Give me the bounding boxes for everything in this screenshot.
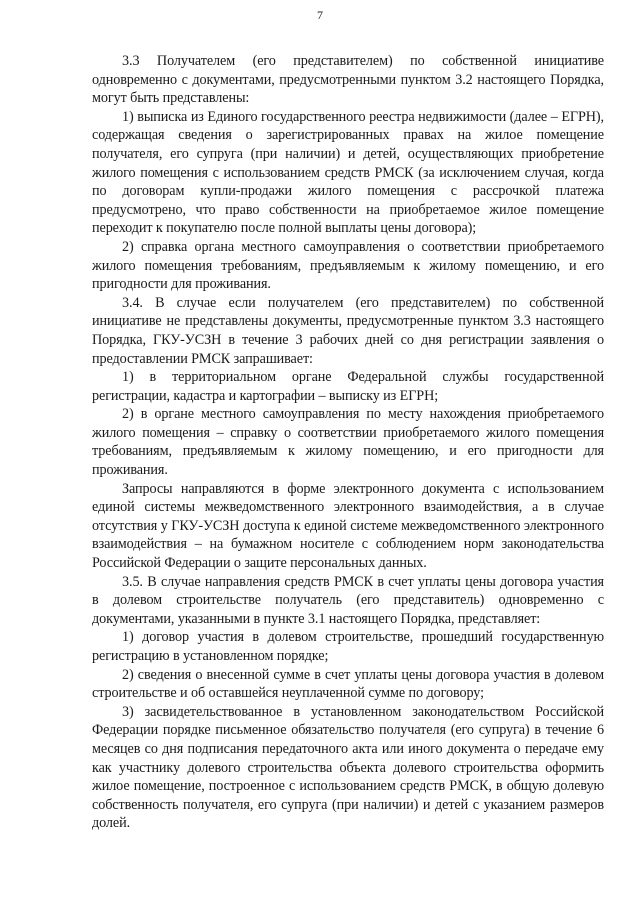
paragraph-requests: Запросы направляются в форме электронного документа с использованием единой системы межведомственного электронного взаимодействия, а в случае отсутствия у ГКУ-УСЗН доступа к единой системе межведомственного электронного взаимодействия – на бумажном носителе с соблюдением норм законодательства Российской Федерации о защите персональных данных. — [92, 480, 604, 572]
paragraph-3-4: 3.4. В случае если получателем (его представителем) по собственной инициативе не представлены документы, предусмотренные пунктом 3.3 настоящего Порядка, ГКУ-УСЗН в течение 3 рабочих дней со дня регистрации заявления о предоставлении РМСК запрашивает: — [92, 294, 604, 367]
paragraph-3-3-item-1: 1) выписка из Единого государственного реестра недвижимости (далее – ЕГРН), содержащая сведения о зарегистрированных правах на жилое помещение получателя, его супруга (при наличии) и детей, осуществляющих приобретение жилого помещения с использованием средств РМСК (за исключением случая, когда по договорам купли-продажи жилого помещения с рассрочкой платежа предусмотрено, что право собственности на приобретаемое жилое помещение переходит к покупателю после полной выплаты цены договора); — [92, 108, 604, 237]
paragraph-3-3-item-2: 2) справка органа местного самоуправления о соответствии приобретаемого жилого помещения требованиям, предъявляемым к жилому помещению, и его пригодности для проживания. — [92, 238, 604, 293]
paragraph-3-4-item-1: 1) в территориальном органе Федеральной службы государственной регистрации, кадастра и картографии – выписку из ЕГРН; — [92, 369, 604, 404]
paragraph-3-5-item-2: 2) сведения о внесенной сумме в счет уплаты цены договора участия в долевом строительстве и об оставшейся неуплаченной сумме по договору; — [92, 666, 604, 702]
paragraph-3-5-item-1: 1) договор участия в долевом строительстве, прошедший государственную регистрацию в установленном порядке; — [92, 629, 604, 664]
paragraph-3-4-item-2: 2) в органе местного самоуправления по месту нахождения приобретаемого жилого помещения – справку о соответствии приобретаемого жилого помещения требованиям, предъявляемым к жилому помещению, и его пригодности для проживания. — [92, 406, 604, 479]
paragraph-3-5: 3.5. В случае направления средств РМСК в счет уплаты цены договора участия в долевом строительстве получатель (его представитель) одновременно с документами, указанными в пункте 3.1 настоящего Порядка, представляет: — [92, 573, 604, 627]
paragraph-3-5-item-3: 3) засвидетельствованное в установленном законодательством Российской Федерации порядке письменное обязательство получателя (его супруга) в течение 6 месяцев со дня подписания передаточного акта или иного документа о передаче ему как участнику долевого строительства объекта долевого строительства оформить жилое помещение, построенное с использованием средств РМСК, в общую долевую собственность получателя, его супруга (при наличии) и детей с указанием размеров долей. — [92, 703, 604, 832]
page-number: 7 — [317, 8, 323, 22]
paragraph-3-3: 3.3 Получателем (его представителем) по собственной инициативе одновременно с документами, предусмотренными пунктом 3.2 настоящего Порядка, могут быть представлены: — [92, 53, 604, 107]
